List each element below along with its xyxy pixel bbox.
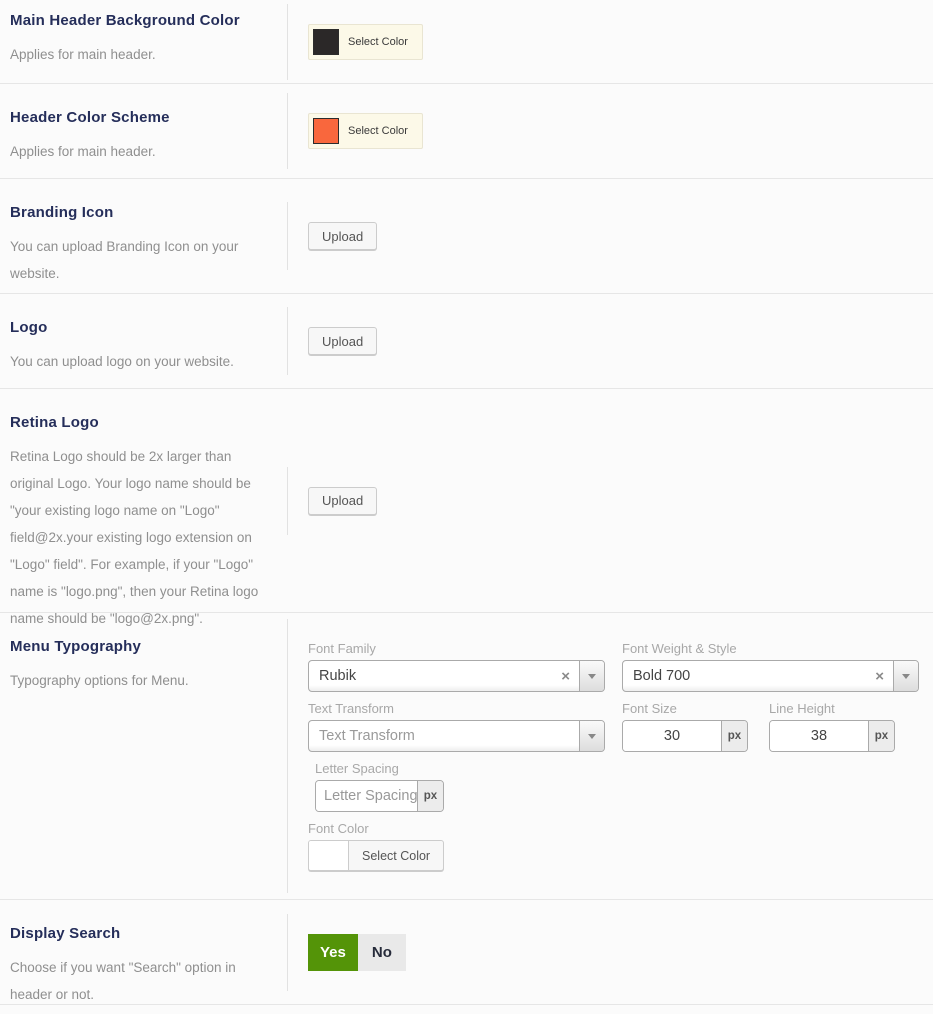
line-height-input[interactable]	[770, 721, 868, 751]
select-color-label: Select Color	[348, 35, 408, 48]
text-transform-label: Text Transform	[308, 701, 394, 716]
typography-row-2	[308, 701, 933, 752]
font-size-input[interactable]	[623, 721, 721, 751]
display-search-toggle	[308, 934, 933, 971]
font-family-label: Font Family	[308, 641, 376, 656]
section-display-search	[0, 900, 933, 1005]
header-color-scheme-picker-button[interactable]	[308, 113, 423, 149]
field-wrap	[287, 93, 933, 169]
font-family-select[interactable]	[308, 660, 605, 692]
section-field-column	[287, 900, 933, 1004]
typography-fields	[287, 619, 933, 893]
font-weight-group	[622, 641, 919, 692]
letter-spacing-label: Letter Spacing	[315, 761, 399, 776]
section-label-column	[0, 0, 287, 83]
line-height-field	[769, 720, 895, 752]
section-description: Applies for main header.	[10, 47, 156, 62]
typography-row-3	[315, 761, 933, 812]
line-height-group	[769, 701, 895, 752]
letter-spacing-field	[315, 780, 444, 812]
select-color-label: Select Color	[348, 125, 408, 137]
section-retina-logo	[0, 389, 933, 626]
typography-row-1	[308, 641, 933, 692]
letter-spacing-unit: px	[417, 781, 443, 811]
section-title: Branding Icon	[10, 204, 114, 221]
text-transform-placeholder: Text Transform	[319, 728, 415, 744]
field-wrap	[287, 202, 933, 270]
font-family-group	[308, 641, 605, 692]
field-wrap	[287, 467, 933, 535]
font-weight-label: Font Weight & Style	[622, 641, 737, 656]
chevron-down-icon[interactable]	[579, 661, 604, 691]
section-title: Retina Logo	[10, 414, 99, 431]
font-size-label: Font Size	[622, 701, 677, 716]
color-swatch	[309, 841, 349, 870]
field-wrap	[287, 307, 933, 375]
clear-icon[interactable]: ×	[875, 667, 884, 685]
section-description: Typography options for Menu.	[10, 673, 189, 688]
section-field-column	[287, 84, 933, 178]
section-label-column	[0, 613, 287, 899]
section-field-column	[287, 0, 933, 83]
section-main-header-background-color	[0, 0, 933, 84]
font-weight-select[interactable]	[622, 660, 919, 692]
font-size-unit: px	[721, 721, 747, 751]
section-title: Menu Typography	[10, 638, 142, 655]
toggle-no-button[interactable]: No	[358, 934, 406, 971]
letter-spacing-input[interactable]	[316, 781, 417, 811]
text-transform-select[interactable]	[308, 720, 605, 752]
field-wrap	[287, 914, 933, 991]
font-weight-value: Bold 700	[633, 668, 691, 684]
letter-spacing-group	[315, 761, 444, 812]
branding-icon-upload-button[interactable]: Upload	[308, 222, 377, 250]
retina-logo-upload-button[interactable]: Upload	[308, 487, 377, 515]
toggle-yes-button[interactable]: Yes	[308, 934, 358, 971]
section-label-column	[0, 179, 287, 293]
section-label-column	[0, 900, 287, 1004]
section-description: Retina Logo should be 2x larger than original Logo. Your logo name should be "your existing logo name on "Logo" field@2x.your existing logo extension on "Logo" field". For example, if your "Logo" name is "logo.png", then your Retina logo name should be "logo@2x.png".	[10, 449, 259, 626]
font-family-value: Rubik	[319, 668, 357, 684]
section-field-column	[287, 294, 933, 388]
section-field-column	[287, 613, 933, 899]
typography-row-4	[308, 821, 933, 871]
chevron-down-icon[interactable]	[893, 661, 918, 691]
line-height-label: Line Height	[769, 701, 835, 716]
font-size-group	[622, 701, 748, 752]
line-height-unit: px	[868, 721, 894, 751]
section-title: Main Header Background Color	[10, 12, 240, 29]
section-field-column	[287, 389, 933, 612]
text-transform-group	[308, 701, 605, 752]
section-menu-typography	[0, 613, 933, 900]
section-label-column	[0, 389, 287, 626]
font-color-group	[308, 821, 444, 871]
font-color-picker-button[interactable]	[308, 840, 444, 871]
field-wrap	[287, 4, 933, 80]
section-title: Display Search	[10, 925, 121, 942]
section-branding-icon	[0, 179, 933, 294]
font-color-label: Font Color	[308, 821, 369, 836]
section-label-column	[0, 84, 287, 178]
section-logo	[0, 294, 933, 389]
section-title: Logo	[10, 319, 48, 336]
font-size-field	[622, 720, 748, 752]
select-color-label: Select Color	[362, 848, 431, 863]
section-description: Choose if you want "Search" option in header or not.	[10, 960, 236, 1002]
logo-upload-button[interactable]: Upload	[308, 327, 377, 355]
section-description: You can upload Branding Icon on your website.	[10, 239, 239, 281]
section-field-column	[287, 179, 933, 293]
color-swatch	[313, 118, 339, 144]
section-header-color-scheme	[0, 84, 933, 179]
clear-icon[interactable]: ×	[561, 667, 570, 685]
section-label-column	[0, 294, 287, 388]
color-swatch	[313, 29, 339, 55]
chevron-down-icon[interactable]	[579, 721, 604, 751]
section-description: You can upload logo on your website.	[10, 354, 234, 369]
section-description: Applies for main header.	[10, 144, 156, 159]
main-header-bg-color-picker-button[interactable]	[308, 24, 423, 60]
section-title: Header Color Scheme	[10, 109, 170, 126]
